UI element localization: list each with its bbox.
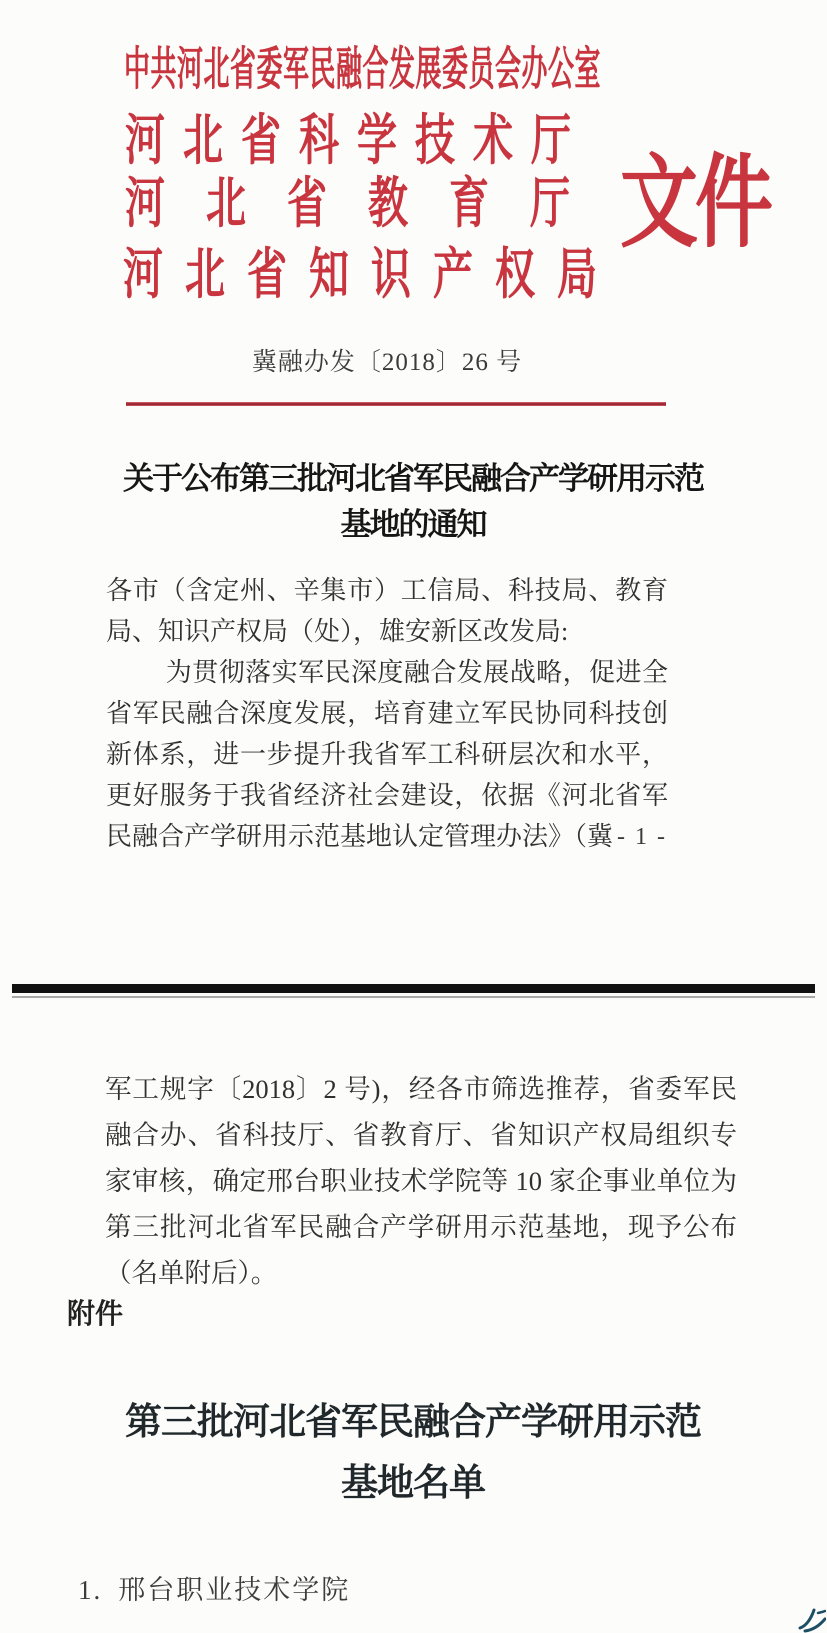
document-title-line-2: 基地的通知 <box>340 507 486 542</box>
page-separator-shadow <box>12 996 815 998</box>
letterhead-office-line: 中共河北省委军民融合发展委员会办公室 <box>124 41 602 96</box>
body-paragraph-1: 为贯彻落实军民深度融合发展战略，促进全省军民融合深度发展，培育建立军民协同科技创新体系，进一步提升我省军工科研层次和水平，更好服务于我省经济社会建设，依据《河北省军民融合产学研用示范基地认定管理办法》（冀 <box>106 658 668 851</box>
document-title <box>83 456 743 548</box>
letterhead-red-rule <box>126 402 666 406</box>
letterhead-doc-type-label: 文件 <box>620 145 771 260</box>
page2-body <box>105 1066 737 1296</box>
attachment-label: 附件 <box>67 1298 124 1329</box>
list-item <box>78 1568 350 1607</box>
attachment-title-line-1: 第三批河北省军民融合产学研用示范 <box>125 1402 701 1443</box>
page-separator-bar <box>12 984 815 993</box>
page-number: - 1 - <box>617 824 667 850</box>
list-item-number: 1. <box>78 1575 103 1605</box>
letterhead-dept-science-tech: 河北省科学技术厅 <box>125 110 589 172</box>
letterhead-dept-intellectual-property: 河北省知识产权局 <box>123 244 619 306</box>
corner-mark-artifact <box>798 1607 826 1633</box>
attachment-title-line-2: 基地名单 <box>341 1463 485 1504</box>
document-number: 冀融办发〔2018〕26 号 <box>251 349 523 376</box>
letterhead-dept-education: 河北省教育厅 <box>125 173 611 235</box>
document-title-line-1: 关于公布第三批河北省军民融合产学研用示范 <box>123 461 703 496</box>
list-item-name: 邢台职业技术学院 <box>118 1575 351 1605</box>
page1-body <box>106 570 668 857</box>
attachment-title <box>63 1392 763 1514</box>
salutation-paragraph: 各市（含定州、辛集市）工信局、科技局、教育局、知识产权局（处），雄安新区改发局: <box>106 576 668 646</box>
body-paragraph-2: 军工规字〔2018〕2 号)，经各市筛选推荐，省委军民融合办、省科技厅、省教育厅、省知识产权局组织专家审核，确定邢台职业技术学院等 10 家企事业单位为第三批河北省军民融合产学研用示范基地，现予公布（名单附后）。 <box>105 1074 737 1288</box>
